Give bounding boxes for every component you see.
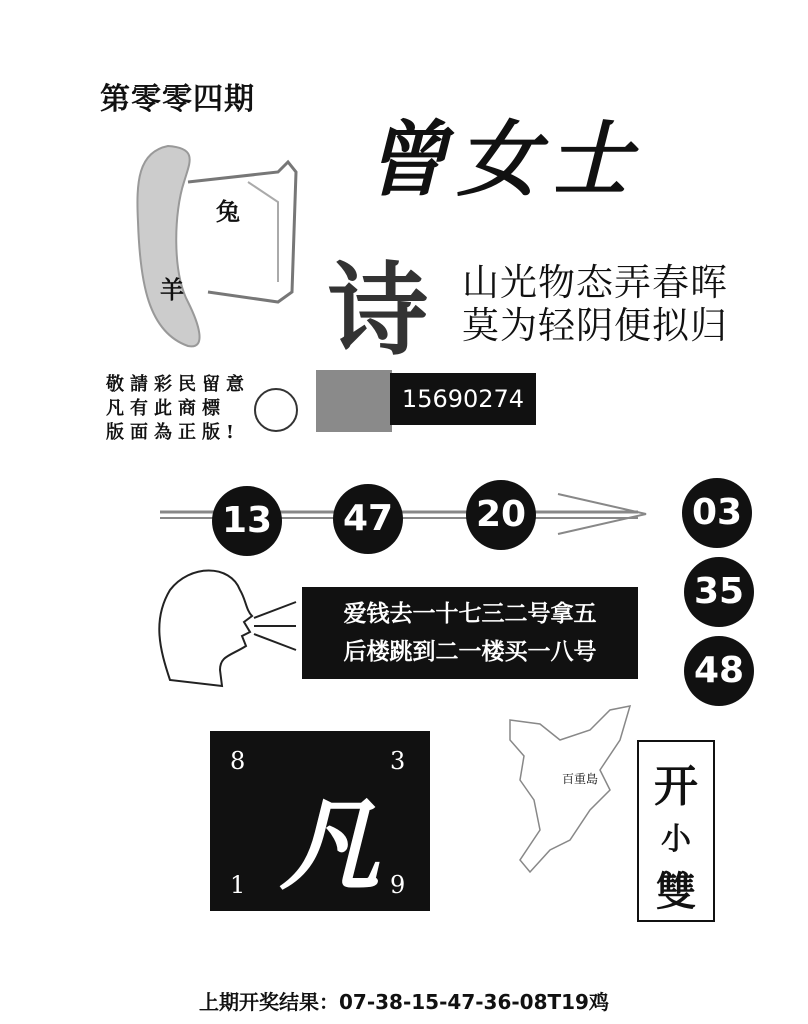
seal-stamp-icon bbox=[254, 388, 298, 432]
last-result: 上期开奖结果：07-38-15-47-36-08T19鸡 bbox=[199, 990, 609, 1014]
code-number: 15690274 bbox=[390, 373, 536, 425]
corner-top-right: 3 bbox=[390, 747, 406, 775]
center-character: 凡 bbox=[280, 786, 380, 904]
speaking-head-icon bbox=[150, 560, 300, 690]
message-box bbox=[302, 587, 638, 679]
notice-line: 敬請彩民留意 bbox=[106, 374, 250, 395]
map-label: 百重島 bbox=[562, 772, 599, 786]
character-box bbox=[210, 731, 430, 911]
corner-bottom-left: 1 bbox=[230, 871, 246, 899]
number-ball: 20 bbox=[466, 480, 536, 550]
message-line: 爱钱去一十七三二号拿五 bbox=[343, 601, 597, 627]
open-char: 开 bbox=[654, 761, 698, 812]
side-number-ball: 35 bbox=[684, 557, 754, 627]
open-char: 小 bbox=[661, 822, 691, 857]
message-line: 后楼跳到二一楼买一八号 bbox=[343, 639, 597, 665]
poem-line-1: 山光物态弄春晖 bbox=[462, 261, 728, 304]
side-number-ball: 03 bbox=[682, 478, 752, 548]
number-ball: 47 bbox=[333, 484, 403, 554]
poem-line-2: 莫为轻阴便拟归 bbox=[462, 304, 728, 347]
notice-line: 版面為正版! bbox=[106, 422, 240, 443]
number-ball: 13 bbox=[212, 486, 282, 556]
map-outline-icon bbox=[500, 700, 640, 880]
poem-mark: 诗 bbox=[328, 251, 428, 369]
notice-line: 凡有此商標 bbox=[106, 398, 226, 419]
side-number-ball: 48 bbox=[684, 636, 754, 706]
notice-text bbox=[106, 373, 250, 445]
issue-title: 第零零四期 bbox=[100, 82, 255, 117]
zodiac-bottom: 羊 bbox=[160, 275, 184, 304]
brand-logo: 曾女士 bbox=[365, 112, 641, 208]
open-char: 雙 bbox=[656, 868, 696, 915]
phone-icon bbox=[128, 142, 308, 352]
corner-bottom-right: 9 bbox=[390, 871, 406, 899]
zodiac-top: 兔 bbox=[216, 197, 240, 226]
open-box bbox=[637, 740, 715, 922]
corner-top-left: 8 bbox=[230, 747, 246, 775]
code-image bbox=[316, 370, 392, 432]
